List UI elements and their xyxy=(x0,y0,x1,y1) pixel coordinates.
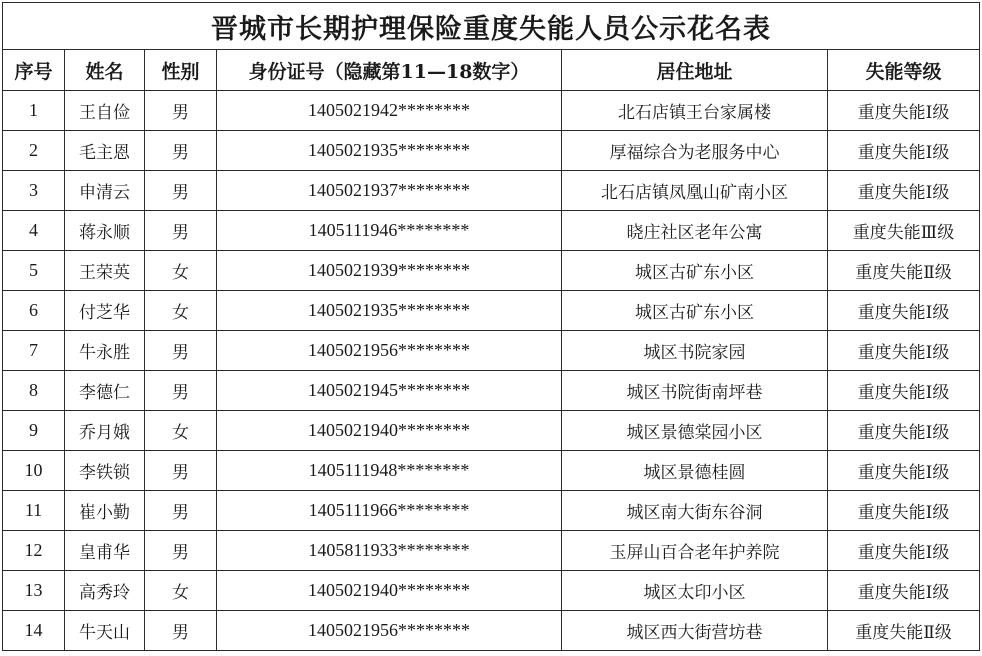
cell-seq: 6 xyxy=(3,291,65,331)
cell-id-number: 1405021956******** xyxy=(217,611,562,651)
cell-id-number: 1405111948******** xyxy=(217,451,562,491)
cell-gender: 男 xyxy=(145,611,217,651)
table-row xyxy=(3,171,980,211)
cell-disability-level: 重度失能Ⅰ级 xyxy=(828,531,980,571)
cell-id-number: 1405021940******** xyxy=(217,411,562,451)
table-row xyxy=(3,91,980,131)
table-row xyxy=(3,331,980,371)
cell-disability-level: 重度失能Ⅰ级 xyxy=(828,91,980,131)
cell-name: 付芝华 xyxy=(65,291,145,331)
cell-seq: 14 xyxy=(3,611,65,651)
cell-address: 城区古矿东小区 xyxy=(562,291,828,331)
cell-seq: 10 xyxy=(3,451,65,491)
cell-disability-level: 重度失能Ⅰ级 xyxy=(828,371,980,411)
cell-address: 城区古矿东小区 xyxy=(562,251,828,291)
header-row xyxy=(3,50,980,91)
cell-seq: 9 xyxy=(3,411,65,451)
cell-name: 申清云 xyxy=(65,171,145,211)
cell-seq: 3 xyxy=(3,171,65,211)
cell-disability-level: 重度失能Ⅱ级 xyxy=(828,251,980,291)
cell-seq: 1 xyxy=(3,91,65,131)
cell-name: 牛天山 xyxy=(65,611,145,651)
roster-body xyxy=(3,91,980,651)
cell-name: 高秀玲 xyxy=(65,571,145,611)
cell-address: 城区南大街东谷洞 xyxy=(562,491,828,531)
page-title: 晋城市长期护理保险重度失能人员公示花名表 xyxy=(3,3,980,50)
cell-address: 北石店镇凤凰山矿南小区 xyxy=(562,171,828,211)
cell-name: 李铁锁 xyxy=(65,451,145,491)
cell-seq: 12 xyxy=(3,531,65,571)
table-row xyxy=(3,571,980,611)
cell-gender: 男 xyxy=(145,491,217,531)
cell-gender: 男 xyxy=(145,91,217,131)
cell-address: 城区书院街南坪巷 xyxy=(562,371,828,411)
cell-gender: 男 xyxy=(145,451,217,491)
cell-id-number: 1405111946******** xyxy=(217,211,562,251)
cell-gender: 男 xyxy=(145,371,217,411)
roster-table xyxy=(2,2,980,651)
header-gender: 性别 xyxy=(145,50,217,91)
cell-address: 北石店镇王台家属楼 xyxy=(562,91,828,131)
cell-seq: 4 xyxy=(3,211,65,251)
cell-seq: 7 xyxy=(3,331,65,371)
header-address: 居住地址 xyxy=(562,50,828,91)
cell-disability-level: 重度失能Ⅱ级 xyxy=(828,611,980,651)
cell-seq: 11 xyxy=(3,491,65,531)
cell-address: 城区景德桂圆 xyxy=(562,451,828,491)
header-seq: 序号 xyxy=(3,50,65,91)
cell-name: 王自俭 xyxy=(65,91,145,131)
cell-seq: 5 xyxy=(3,251,65,291)
cell-id-number: 1405021935******** xyxy=(217,131,562,171)
cell-name: 毛主恩 xyxy=(65,131,145,171)
cell-id-number: 1405021940******** xyxy=(217,571,562,611)
cell-id-number: 1405021939******** xyxy=(217,251,562,291)
cell-disability-level: 重度失能Ⅰ级 xyxy=(828,571,980,611)
table-row xyxy=(3,291,980,331)
cell-disability-level: 重度失能Ⅰ级 xyxy=(828,171,980,211)
cell-name: 王荣英 xyxy=(65,251,145,291)
cell-address: 城区景德棠园小区 xyxy=(562,411,828,451)
cell-gender: 女 xyxy=(145,411,217,451)
cell-gender: 女 xyxy=(145,571,217,611)
cell-id-number: 1405811933******** xyxy=(217,531,562,571)
cell-gender: 男 xyxy=(145,331,217,371)
cell-name: 崔小勤 xyxy=(65,491,145,531)
cell-name: 李德仁 xyxy=(65,371,145,411)
cell-address: 厚福综合为老服务中心 xyxy=(562,131,828,171)
table-row xyxy=(3,211,980,251)
cell-disability-level: 重度失能Ⅰ级 xyxy=(828,491,980,531)
header-name: 姓名 xyxy=(65,50,145,91)
header-disability-level: 失能等级 xyxy=(828,50,980,91)
cell-name: 乔月娥 xyxy=(65,411,145,451)
cell-gender: 男 xyxy=(145,211,217,251)
cell-seq: 2 xyxy=(3,131,65,171)
cell-seq: 8 xyxy=(3,371,65,411)
table-row xyxy=(3,131,980,171)
cell-gender: 男 xyxy=(145,531,217,571)
table-row xyxy=(3,251,980,291)
cell-seq: 13 xyxy=(3,571,65,611)
table-row xyxy=(3,371,980,411)
table-row xyxy=(3,491,980,531)
cell-gender: 女 xyxy=(145,251,217,291)
cell-address: 玉屏山百合老年护养院 xyxy=(562,531,828,571)
cell-gender: 男 xyxy=(145,171,217,211)
cell-id-number: 1405111966******** xyxy=(217,491,562,531)
cell-disability-level: 重度失能Ⅰ级 xyxy=(828,411,980,451)
cell-id-number: 1405021935******** xyxy=(217,291,562,331)
cell-address: 晓庄社区老年公寓 xyxy=(562,211,828,251)
cell-id-number: 1405021937******** xyxy=(217,171,562,211)
cell-id-number: 1405021942******** xyxy=(217,91,562,131)
cell-name: 蒋永顺 xyxy=(65,211,145,251)
cell-name: 牛永胜 xyxy=(65,331,145,371)
cell-disability-level: 重度失能Ⅰ级 xyxy=(828,451,980,491)
header-id-number: 身份证号（隐藏第11—18数字） xyxy=(217,50,562,91)
table-row xyxy=(3,611,980,651)
cell-address: 城区太印小区 xyxy=(562,571,828,611)
cell-id-number: 1405021956******** xyxy=(217,331,562,371)
cell-gender: 男 xyxy=(145,131,217,171)
cell-disability-level: 重度失能Ⅰ级 xyxy=(828,131,980,171)
table-row xyxy=(3,451,980,491)
cell-address: 城区书院家园 xyxy=(562,331,828,371)
cell-disability-level: 重度失能Ⅰ级 xyxy=(828,291,980,331)
cell-id-number: 1405021945******** xyxy=(217,371,562,411)
table-row xyxy=(3,411,980,451)
cell-disability-level: 重度失能Ⅲ级 xyxy=(828,211,980,251)
cell-disability-level: 重度失能Ⅰ级 xyxy=(828,331,980,371)
cell-gender: 女 xyxy=(145,291,217,331)
cell-name: 皇甫华 xyxy=(65,531,145,571)
cell-address: 城区西大街营坊巷 xyxy=(562,611,828,651)
table-row xyxy=(3,531,980,571)
roster-sheet xyxy=(2,2,979,651)
